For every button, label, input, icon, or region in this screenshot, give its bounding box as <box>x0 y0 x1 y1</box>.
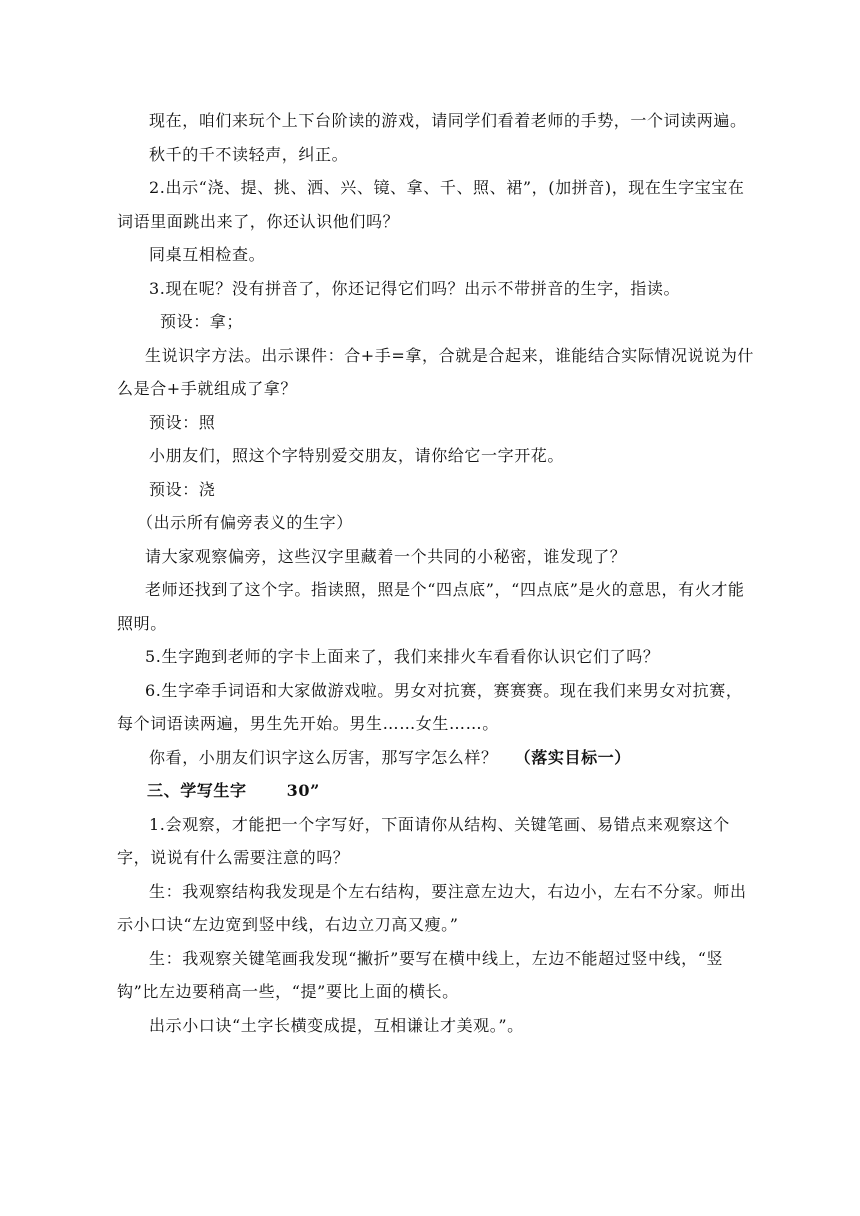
paragraph-preset-zhao: 预设：照 <box>149 412 216 432</box>
paragraph-preset-na: 预设：拿； <box>160 312 244 331</box>
paragraph-flower: 小朋友们，照这个字特别爱交朋友，请你给它一字开花。 <box>149 446 565 465</box>
paragraph-structure: 生：我观察结构我发现是个左右结构，要注意左边大，右边小，左右不分家。师出示小口诀“左边宽到竖中线，右边立刀高又瘦。” <box>117 881 747 934</box>
document-body <box>117 104 757 1042</box>
paragraph-method: 生说识字方法。出示课件：合+手=拿，合就是合起来，谁能结合实际情况说说为什么是合+手就组成了拿？ <box>117 345 755 398</box>
writing-question-text: 你看，小朋友们识字这么厉害，那写字怎么样？ <box>149 747 498 767</box>
paragraph-key-strokes: 生：我观察关键笔画我发现“撇折”要写在横中线上，左边不能超过竖中线，“竖钩”比左边要稍高一些，“提”要比上面的横长。 <box>117 948 724 1001</box>
paragraph-preset-jiao: 预设：浇 <box>149 479 216 499</box>
paragraph-secret: 请大家观察偏旁，这些汉字里藏着一个共同的小秘密，谁发现了？ <box>145 546 627 566</box>
section-heading-title: 三、学写生字 <box>147 781 247 800</box>
paragraph-step-5: 5.生字跑到老师的字卡上面来了，我们来排火车看看你认识它们了吗？ <box>145 647 660 666</box>
goal-tag: （落实目标一） <box>514 747 631 767</box>
section-heading-writing <box>117 774 757 808</box>
paragraph-radicals: （出示所有偏旁表义的生字） <box>137 513 353 532</box>
paragraph-writing-question <box>117 741 757 775</box>
paragraph-observe: 1.会观察，才能把一个字写好，下面请你从结构、关键笔画、易错点来观察这个字，说说有什么需要注意的吗？ <box>117 814 730 867</box>
paragraph-step-2: 2.出示“浇、提、挑、洒、兴、镜、拿、千、照、裙”，(加拼音)，现在生字宝宝在词语里面跳出来了，你还认识他们吗？ <box>117 178 745 231</box>
paragraph-four-dots: 老师还找到了这个字。指读照，照是个“四点底”，“四点底”是火的意思，有火才能照明。 <box>117 580 745 633</box>
paragraph-step-3: 3.现在呢？没有拼音了，你还记得它们吗？出示不带拼音的生字，指读。 <box>149 278 681 298</box>
paragraph-peer-check: 同桌互相检查。 <box>149 245 266 264</box>
paragraph-game-intro: 现在，咱们来玩个上下台阶读的游戏，请同学们看着老师的手势，一个词读两遍。 <box>149 111 747 130</box>
paragraph-rhyme: 出示小口诀“土字长横变成提，互相谦让才美观。”。 <box>149 1015 524 1035</box>
paragraph-correction: 秋千的千不读轻声，纠正。 <box>149 144 349 164</box>
paragraph-step-6: 6.生字牵手词语和大家做游戏啦。男女对抗赛，赛赛赛。现在我们来男女对抗赛，每个词语读两遍，男生先开始。男生……女生……。 <box>117 680 743 733</box>
section-heading-duration: 30” <box>286 781 320 800</box>
